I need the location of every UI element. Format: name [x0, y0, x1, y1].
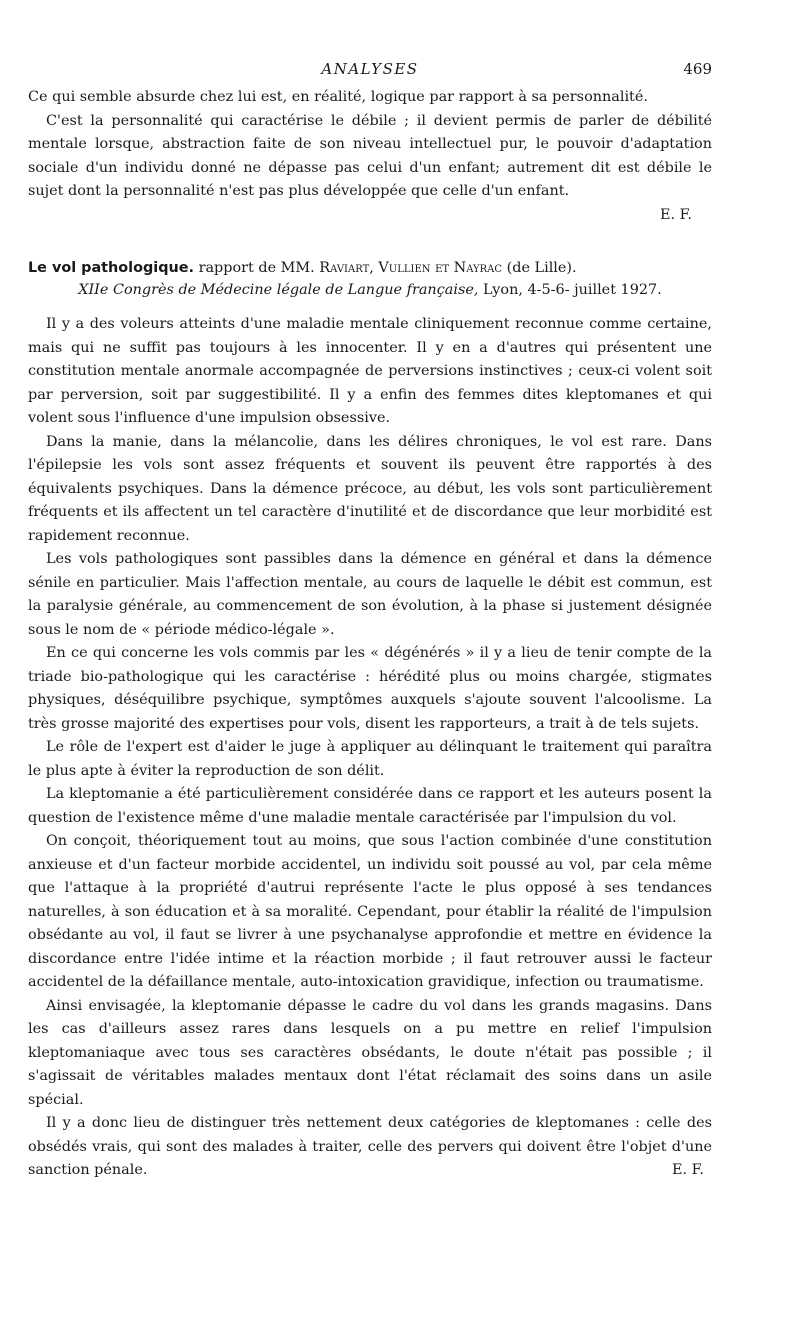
previous-review [28, 86, 712, 227]
review-signature: E. F. [660, 206, 692, 223]
article-affiliation: (de Lille). [502, 260, 577, 276]
article-venue [28, 279, 712, 301]
article-title-rest: rapport de MM. [194, 260, 320, 276]
paragraph: Le rôle de l'expert est d'aider le juge à appliquer au délinquant le traitement qui paraîtra le plus apte à éviter la reproduction de son délit. [28, 739, 712, 779]
paragraph: Ce qui semble absurde chez lui est, en réalité, logique par rapport à sa personnalité. [28, 89, 648, 105]
paragraph: La kleptomanie a été particulièrement considérée dans ce rapport et les auteurs posent la question de l'existence même d'une maladie mentale caractérisée par l'impulsion du vol. [28, 786, 712, 826]
article-topic: Le vol pathologique. [28, 260, 194, 276]
article-title [28, 257, 712, 279]
congress-name: XIIe Congrès de Médecine légale de Langue française, [78, 282, 479, 298]
page-header [28, 60, 712, 86]
paragraph: En ce qui concerne les vols commis par les « dégénérés » il y a lieu de tenir compte de la triade bio-pathologique qui les caractérise : hérédité plus ou moins chargée, stigmates physiques, déséquilibre psychique, symptômes auxquels s'ajoute souvent l'alcoolisme. La très grosse majorité des expertises pour vols, disent les rapporteurs, a trait à de tels sujets. [28, 645, 712, 732]
running-title: ANALYSES [321, 60, 419, 78]
paragraph: C'est la personnalité qui caractérise le débile ; il devient permis de parler de débilité mentale lorsque, abstraction faite de son niveau intellectuel pur, le pouvoir d'adaptation sociale d'un individu donné ne dépasse pas celui d'un enfant; autrement dit est débile le sujet dont la personnalité n'est pas plus développée que celle d'un enfant. [28, 112, 712, 199]
paragraph: Ainsi envisagée, la kleptomanie dépasse le cadre du vol dans les grands magasins. Dans les cas d'ailleurs assez rares dans lesquels on a pu mettre en relief l'impulsion kleptomaniaque avec tous ses caractères obsédants, le doute n'était pas possible ; il s'agissait de véritables malades mentaux dont l'état réclamait des soins dans un asile spécial. [28, 997, 712, 1108]
page-number: 469 [683, 60, 712, 78]
article-review [28, 257, 712, 1183]
final-paragraph [28, 1112, 712, 1183]
paragraph: Les vols pathologiques sont passibles dans la démence en général et dans la démence sénile en particulier. Mais l'affection mentale, au cours de laquelle le débit est commun, est la paralysie générale, au commencement de son évolution, à la phase si justement désignée sous le nom de « période médico-légale ». [28, 551, 712, 638]
article-authors: Raviart, Vullien et Nayrac [319, 260, 503, 276]
paragraph: Dans la manie, dans la mélancolie, dans les délires chroniques, le vol est rare. Dans l'épilepsie les vols sont assez fréquents et souvent ils peuvent être rapportés à des équivalents psychiques. Dans la démence précoce, au début, les vols sont particulièrement fréquents et ils affectent un tel caractère d'inutilité et de discordance que leur morbidité est rapidement reconnue. [28, 433, 712, 544]
article-signature: E. F. [672, 1162, 704, 1178]
final-paragraph-text: Il y a donc lieu de distinguer très nettement deux catégories de kleptomanes : celle des obsédés vrais, qui sont des malades à traiter, celle des pervers qui doivent être l'objet d'une sanction pénale. [28, 1115, 712, 1178]
congress-place-date: Lyon, 4-5-6- juillet 1927. [478, 282, 662, 298]
paragraph: Il y a des voleurs atteints d'une maladie mentale cliniquement reconnue comme certaine, mais qui ne suffit pas toujours à les innocenter. Il y en a d'autres qui présentent une constitution mentale anormale accompagnée de perversions instinctives ; ceux-ci volent soit par perversion, soit par suggestibilité. Il y a enfin des femmes dites kleptomanes et qui volent sous l'influence d'une impulsion obsessive. [28, 316, 712, 426]
paragraph: On conçoit, théoriquement tout au moins, que sous l'action combinée d'une constitution anxieuse et d'un facteur morbide accidentel, un individu soit poussé au vol, par cela même que l'attaque à la propriété d'autrui représente l'acte le plus opposé à ses tendances naturelles, à son éducation et à sa moralité. Cependant, pour établir la réalité de l'impulsion obsédante au vol, il faut se livrer à une psychanalyse approfondie et mettre en évidence la discordance entre l'idée intime et la réaction morbide ; il faut retrouver aussi le facteur accidentel de la défaillance mentale, auto-intoxication gravidique, infection ou traumatisme. [28, 833, 712, 990]
journal-page [28, 60, 712, 1183]
